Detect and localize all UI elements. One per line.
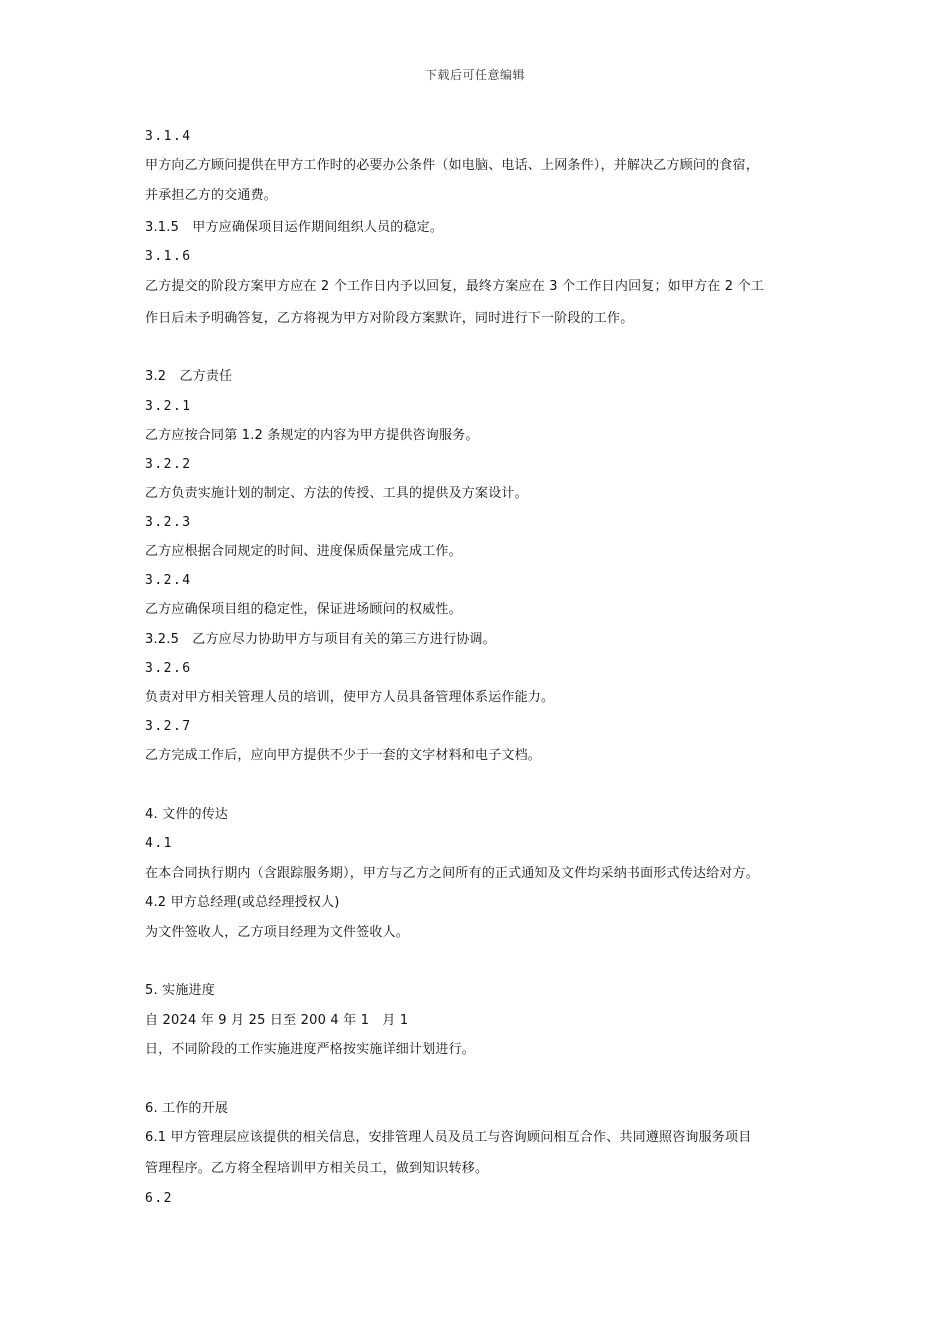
clause-number: 3.2.7 (145, 719, 192, 734)
clause-text: 乙方应按合同第 1.2 条规定的内容为甲方提供咨询服务。 (145, 428, 479, 443)
clause-number: 3.2.3 (145, 515, 192, 530)
section-heading: 6. 工作的开展 (145, 1101, 229, 1116)
clause-number: 3.1.4 (145, 129, 192, 144)
page-header: 下载后可任意编辑 (424, 68, 525, 82)
section-heading: 5. 实施进度 (145, 983, 215, 998)
clause-text: 作日后未予明确答复，乙方将视为甲方对阶段方案默许，同时进行下一阶段的工作。 (145, 311, 634, 326)
clause-text: 6.1 甲方管理层应该提供的相关信息，安排管理人员及员工与咨询顾问相互合作、共同遵照咨询服务项目 (145, 1130, 752, 1145)
clause-text: 3.2.5 乙方应尽力协助甲方与项目有关的第三方进行协调。 (145, 632, 496, 647)
clause-number: 3.2.6 (145, 661, 192, 676)
clause-text: 乙方负责实施计划的制定、方法的传授、工具的提供及方案设计。 (145, 486, 528, 501)
clause-text: 为文件签收人，乙方项目经理为文件签收人。 (145, 925, 410, 940)
clause-text: 乙方提交的阶段方案甲方应在 2 个工作日内予以回复，最终方案应在 3 个工作日内回复；如甲方在 2 个工 (145, 279, 765, 294)
clause-text: 乙方应根据合同规定的时间、进度保质保量完成工作。 (145, 544, 462, 559)
clause-text: 4.2 甲方总经理(或总经理授权人) (145, 895, 340, 910)
clause-text: 甲方向乙方顾问提供在甲方工作时的必要办公条件（如电脑、电话、上网条件），并解决乙方顾问的食宿， (145, 158, 759, 173)
clause-text: 自 2024 年 9 月 25 日至 200 4 年 1 月 1 (145, 1013, 409, 1028)
clause-text: 管理程序。乙方将全程培训甲方相关员工，做到知识转移。 (145, 1161, 489, 1176)
clause-number: 3.1.6 (145, 249, 192, 264)
clause-text: 乙方应确保项目组的稳定性，保证进场顾问的权威性。 (145, 602, 462, 617)
clause-text: 负责对甲方相关管理人员的培训，使甲方人员具备管理体系运作能力。 (145, 690, 555, 705)
clause-text: 乙方完成工作后，应向甲方提供不少于一套的文字材料和电子文档。 (145, 748, 542, 763)
clause-number: 3.2.2 (145, 457, 192, 472)
clause-number: 3.2.4 (145, 573, 192, 588)
clause-text: 3.1.5 甲方应确保项目运作期间组织人员的稳定。 (145, 220, 444, 235)
section-heading: 3.2 乙方责任 (145, 369, 233, 384)
clause-text: 日，不同阶段的工作实施进度严格按实施详细计划进行。 (145, 1042, 476, 1057)
section-heading: 4. 文件的传达 (145, 807, 229, 822)
clause-number: 4.1 (145, 836, 173, 851)
clause-text: 并承担乙方的交通费。 (145, 188, 278, 203)
clause-number: 3.2.1 (145, 399, 192, 414)
clause-text: 在本合同执行期内（含跟踪服务期），甲方与乙方之间所有的正式通知及文件均采纳书面形式传达给对方。 (145, 866, 759, 881)
clause-number: 6.2 (145, 1191, 173, 1206)
